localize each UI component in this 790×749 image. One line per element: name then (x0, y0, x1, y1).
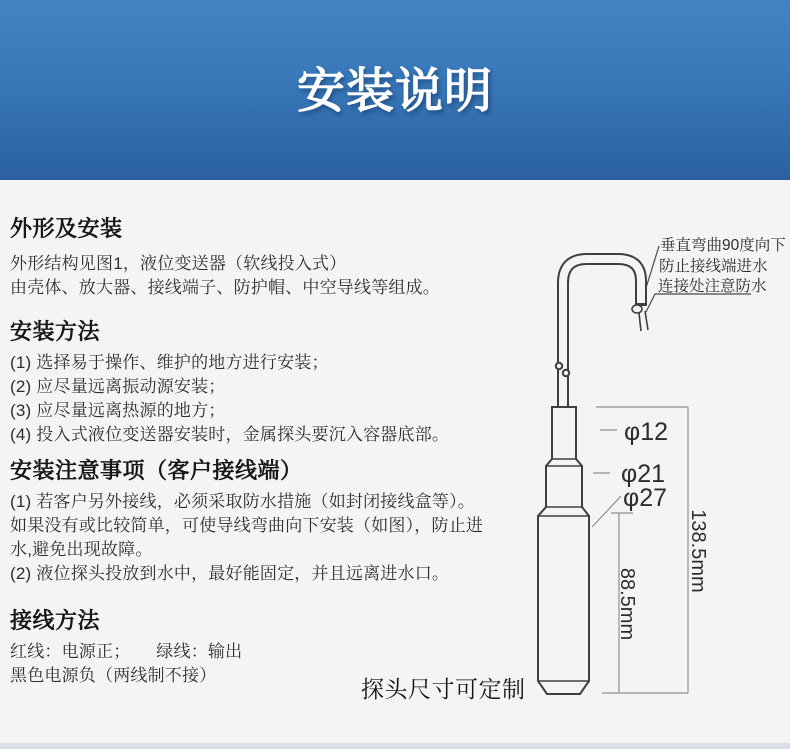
annotation-bend-90: 垂直弯曲90度向下 (660, 237, 786, 254)
section-body (10, 640, 242, 688)
section-heading: 外形及安装 (10, 216, 123, 241)
probe-outline (538, 407, 589, 694)
section-body (10, 252, 440, 300)
list-item: (1) 若客户另外接线，必须采取防水措施（如封闭接线盒等）。 (10, 492, 475, 511)
list-item: (1) 选择易于操作、维护的地方进行安装； (10, 353, 329, 372)
body-line: 外形结构见图1，液位变送器（软线投入式） (10, 254, 347, 273)
cable-tube-inner (563, 259, 641, 416)
diagram-caption: 探头尺寸可定制 (361, 676, 526, 702)
body-line: 红线：电源正； 绿线：输出 (10, 642, 243, 661)
probe-dimension-diagram (440, 200, 790, 720)
section-install-method (10, 318, 449, 447)
list-item: (2) 液位探头投放到水中，最好能固定，并且远离进水口。 (10, 564, 450, 583)
cable-tube-outer (563, 259, 641, 414)
page-title: 安装说明 (296, 64, 493, 118)
section-heading: 安装方法 (10, 319, 101, 344)
annotation-prevent-water: 防止接线端进水 (659, 258, 768, 275)
cable-wires (639, 311, 648, 331)
section-body (10, 351, 449, 447)
dim-label-phi12: φ12 (624, 418, 669, 446)
cable-break-symbol (556, 363, 562, 369)
diagram-svg (440, 200, 790, 720)
footer-strip (0, 743, 790, 749)
list-item: (4) 投入式液位变送器安装时，金属探头要沉入容器底部。 (10, 425, 450, 444)
dimension-lines (592, 407, 688, 693)
section-heading: 接线方法 (10, 608, 101, 633)
dim-label-probe-length: 88.5mm (616, 567, 638, 641)
section-heading: 安装注意事项（客户接线端） (10, 458, 303, 483)
section-appearance-install (10, 215, 440, 300)
cable-break-symbol (563, 370, 569, 376)
page-banner (0, 0, 790, 180)
annotation-joint-waterproof: 连接处注意防水 (658, 278, 767, 295)
dim-label-total-length: 138.5mm (687, 509, 709, 593)
list-item: (3) 应尽量远离热源的地方； (10, 401, 226, 420)
body-line: 黑色电源负（两线制不接） (10, 666, 217, 685)
section-wiring-method (10, 607, 242, 688)
body-line: 如果没有或比较简单，可使导线弯曲向下安装（如图），防止进 (10, 516, 484, 535)
body-line: 水,避免出现故障。 (10, 540, 153, 559)
section-install-precautions (10, 457, 483, 586)
dim-label-phi21: φ21 (621, 460, 666, 488)
body-line: 由壳体、放大器、接线端子、防护帽、中空导线等组成。 (10, 278, 440, 297)
list-item: (2) 应尽量远离振动源安装； (10, 377, 226, 396)
section-body (10, 490, 483, 586)
dim-label-phi27: φ27 (623, 484, 668, 512)
cable-mouth (632, 305, 642, 313)
